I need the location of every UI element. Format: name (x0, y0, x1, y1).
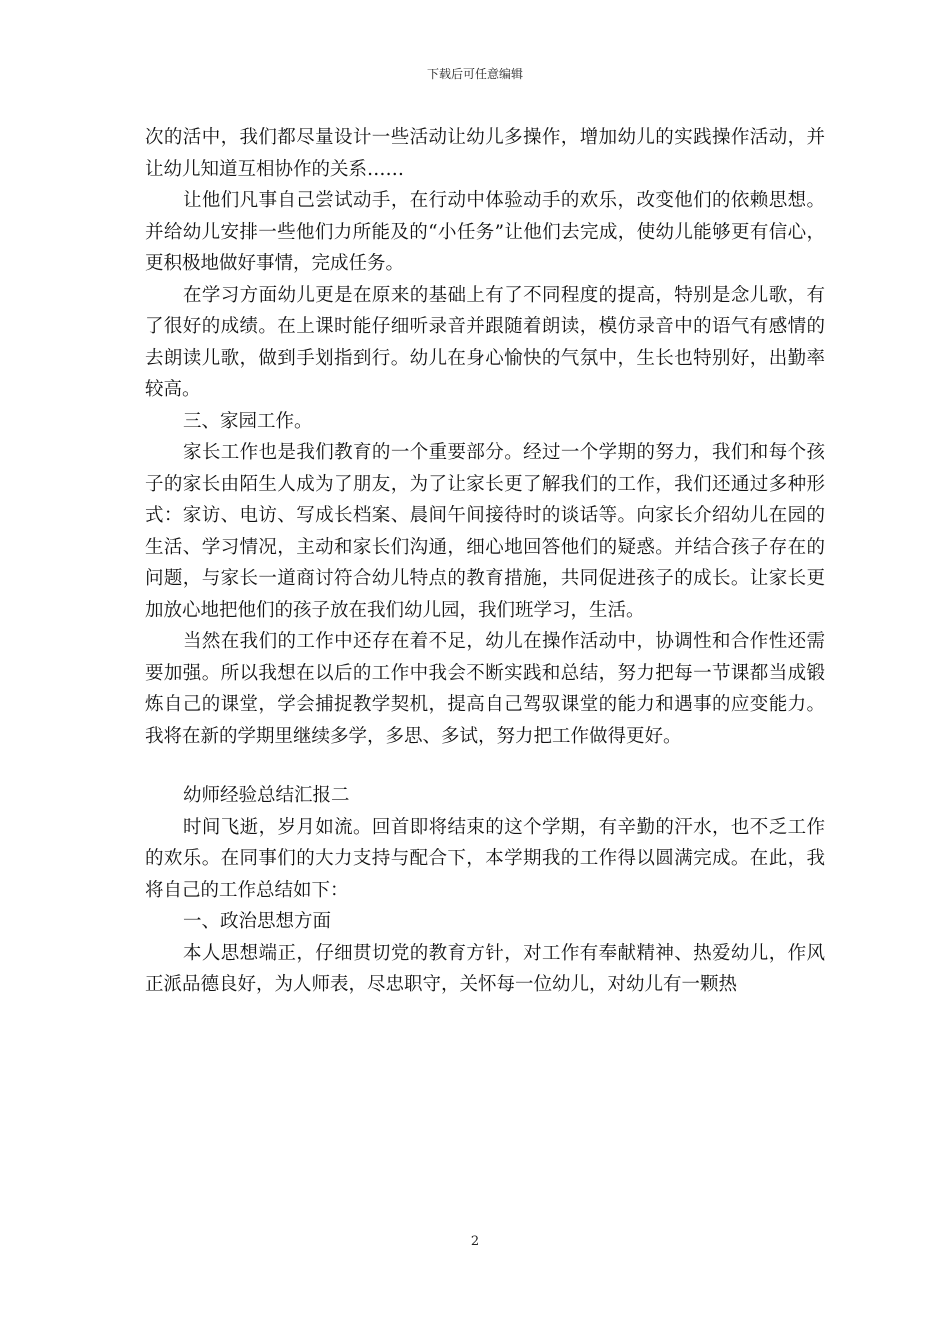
paragraph-parent-work: 家长工作也是我们教育的一个重要部分。经过一个学期的努力，我们和每个孩子的家长由陌生人成为了朋友，为了让家长更了解我们的工作，我们还通过多种形式：家访、电访、写成长档案、晨间午间接待时的谈话等。向家长介绍幼儿在园的生活、学习情况，主动和家长们沟通，细心地回答他们的疑惑。并结合孩子存在的问题，与家长一道商讨符合幼儿特点的教育措施，共同促进孩子的成长。让家长更加放心地把他们的孩子放在我们幼儿园，我们班学习，生活。 (145, 442, 825, 621)
section-spacer (145, 752, 825, 780)
paragraph-learning: 在学习方面幼儿更是在原来的基础上有了不同程度的提高，特别是念儿歌，有了很好的成绩。在上课时能仔细听录音并跟随着朗读，模仿录音中的语气有感情的去朗读儿歌，做到手划指到行。幼儿在身心愉快的气氛中，生长也特别好，出勤率较高。 (145, 284, 825, 400)
report-title: 幼师经验总结汇报二 (183, 785, 350, 806)
document-body (145, 122, 825, 1001)
paragraph-continuation: 次的活中，我们都尽量设计一些活动让幼儿多操作，增加幼儿的实践操作活动，并让幼儿知道互相协作的关系…… (145, 127, 825, 180)
paragraph-hands-on: 让他们凡事自己尝试动手，在行动中体验动手的欢乐，改变他们的依赖思想。并给幼儿安排一些他们力所能及的“小任务”让他们去完成，使幼儿能够更有信心，更积极地做好事情，完成任务。 (145, 190, 825, 274)
section-heading-home-school: 三、家园工作。 (183, 410, 313, 432)
section-heading-political: 一、政治思想方面 (183, 911, 332, 932)
paragraph-shortcomings: 当然在我们的工作中还存在着不足，幼儿在操作活动中，协调性和合作性还需要加强。所以我想在以后的工作中我会不断实践和总结，努力把每一节课都当成锻炼自己的课堂，学会捕捉教学契机，提高自己驾驭课堂的能力和遇事的应变能力。我将在新的学期里继续多学，多思、多试，努力把工作做得更好。 (145, 631, 825, 747)
page-header: 下载后可任意编辑 (426, 67, 523, 81)
paragraph-political: 本人思想端正，仔细贯切党的教育方针，对工作有奉献精神、热爱幼儿，作风正派品德良好，为人师表，尽忠职守，关怀每一位幼儿，对幼儿有一颗热 (145, 942, 825, 995)
page-number: 2 (470, 1234, 480, 1249)
paragraph-intro: 时间飞逝，岁月如流。回首即将结束的这个学期，有辛勤的汗水，也不乏工作的欢乐。在同事们的大力支持与配合下，本学期我的工作得以圆满完成。在此，我将自己的工作总结如下： (145, 816, 825, 901)
